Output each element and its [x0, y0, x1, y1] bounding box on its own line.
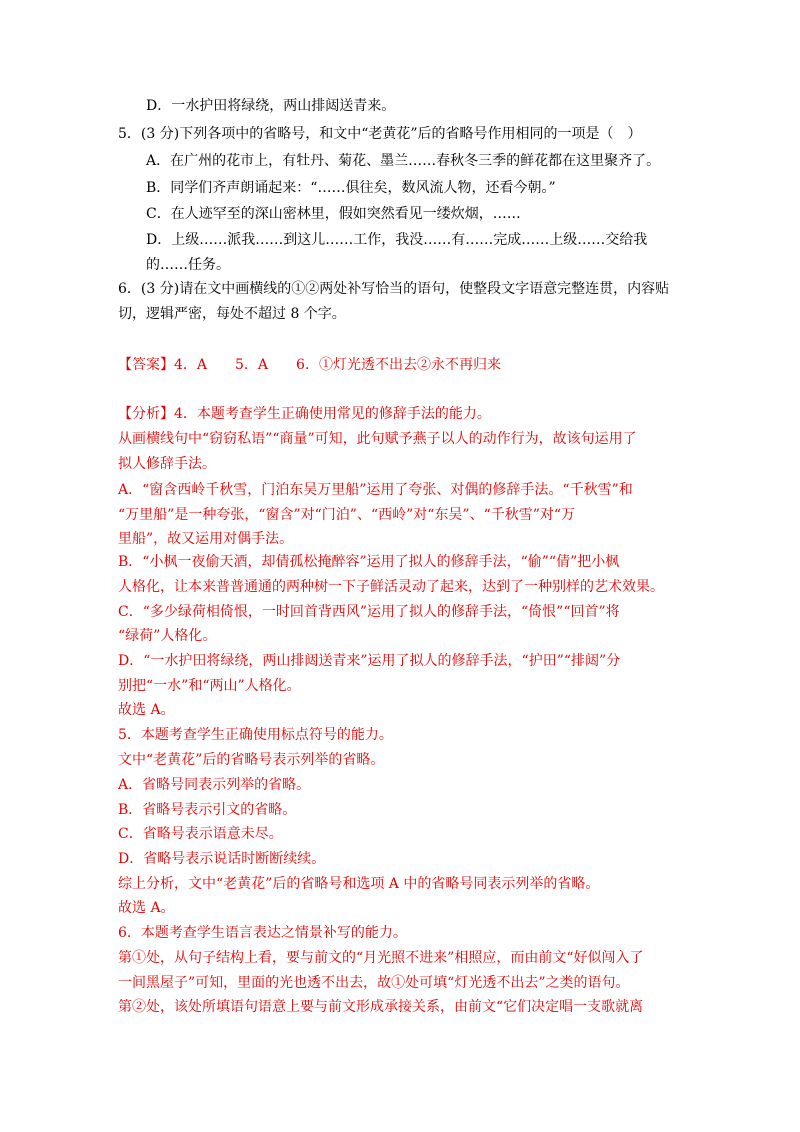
analysis-line: 第①处，从句子结构上看，要与前文的“月光照不进来”相照应，而由前文“好似闯入了 [118, 950, 644, 966]
analysis-line [118, 405, 491, 423]
answer-text: 4．A 5．A 6．①灯光透不出去②永不再归来 [174, 357, 501, 373]
analysis-line: C．省略号表示语意未尽。 [118, 826, 283, 842]
answer-line [118, 356, 501, 374]
analysis-line: 人格化，让本来普普通通的两种树一下子鲜活灵动了起来，达到了一种别样的艺术效果。 [118, 579, 664, 595]
q5-option-b: B．同学们齐声朗诵起来：“……俱往矣，数风流人物，还看今朝。” [146, 180, 556, 196]
analysis-line: 拟人修辞手法。 [118, 456, 216, 472]
analysis-line: 一间黑屋子”可知，里面的光也透不出去，故①处可填“灯光透不出去”之类的语句。 [118, 975, 630, 991]
q4-option-d: D．一水护田将绿绕，两山排闼送青来。 [146, 98, 396, 114]
q5-option-d-cont: 的……任务。 [146, 257, 230, 273]
analysis-line: C．“多少绿荷相倚恨，一时回首背西风”运用了拟人的修辞手法，“倚恨”“回首”将 [118, 604, 620, 620]
analysis-line: A．“窗含西岭千秋雪，门泊东吴万里船”运用了夸张、对偶的修辞手法。“千秋雪”和 [118, 482, 633, 498]
q5-option-c: C．在人迹罕至的深山密林里，假如突然看见一缕炊烟，…… [146, 206, 521, 222]
q6-stem-line: 6．(3 分)请在文中画横线的①②两处补写恰当的语句，使整段文字语意完整连贯，内容贴 [118, 281, 670, 297]
q5-option-d: D．上级……派我……到这儿……工作，我没……有……完成……上级……交给我 [146, 232, 648, 248]
analysis-line: B．“小枫一夜偷天酒，却倩孤松掩醉容”运用了拟人的修辞手法，“偷”“倩”把小枫 [118, 554, 620, 570]
analysis-line: D．“一水护田将绿绕，两山排闼送青来”运用了拟人的修辞手法，“护田”“排闼”分 [118, 653, 621, 669]
analysis-line: 第②处，该处所填语句语意上要与前文形成承接关系，由前文“它们决定唱一支歌就离 [118, 999, 644, 1015]
analysis-line: 故选 A。 [118, 900, 175, 916]
q5-option-a: A．在广州的花市上，有牡丹、菊花、墨兰……春秋冬三季的鲜花都在这里聚齐了。 [146, 153, 661, 169]
analysis-line: 5．本题考查学生正确使用标点符号的能力。 [118, 727, 393, 743]
analysis-line: D．省略号表示说话时断断续续。 [118, 851, 326, 867]
q6-stem-line: 切，逻辑严密，每处不超过 8 个字。 [118, 306, 346, 322]
analysis-line: 故选 A。 [118, 702, 175, 718]
analysis-line: B．省略号表示引文的省略。 [118, 802, 297, 818]
analysis-line: A．省略号同表示列举的省略。 [118, 777, 311, 793]
analysis-line: “万里船”是一种夸张，“窗含”对“门泊”、“西岭”对“东吴”、“千秋雪”对“万 [118, 507, 576, 523]
analysis-line: 综上分析，文中“老黄花”后的省略号和选项 A 中的省略号同表示列举的省略。 [118, 876, 600, 892]
analysis-line: 从画横线句中“窃窃私语”“商量”可知，此句赋予燕子以人的动作行为，故该句运用了 [118, 431, 637, 447]
analysis-line: “绿荷”人格化。 [118, 628, 217, 644]
analysis-line: 里船”，故又运用对偶手法。 [118, 531, 294, 547]
analysis-label: 【分析】 [118, 406, 174, 422]
analysis-line: 文中“老黄花”后的省略号表示列举的省略。 [118, 752, 385, 768]
analysis-text: 4．本题考查学生正确使用常见的修辞手法的能力。 [174, 406, 491, 422]
q5-stem: 5．(3 分)下列各项中的省略号，和文中“老黄花”后的省略号作用相同的一项是（ ） [118, 126, 642, 142]
answer-label: 【答案】 [118, 357, 174, 373]
analysis-line: 6．本题考查学生语言表达之情景补写的能力。 [118, 925, 407, 941]
analysis-line: 别把“一水”和“两山”人格化。 [118, 678, 301, 694]
